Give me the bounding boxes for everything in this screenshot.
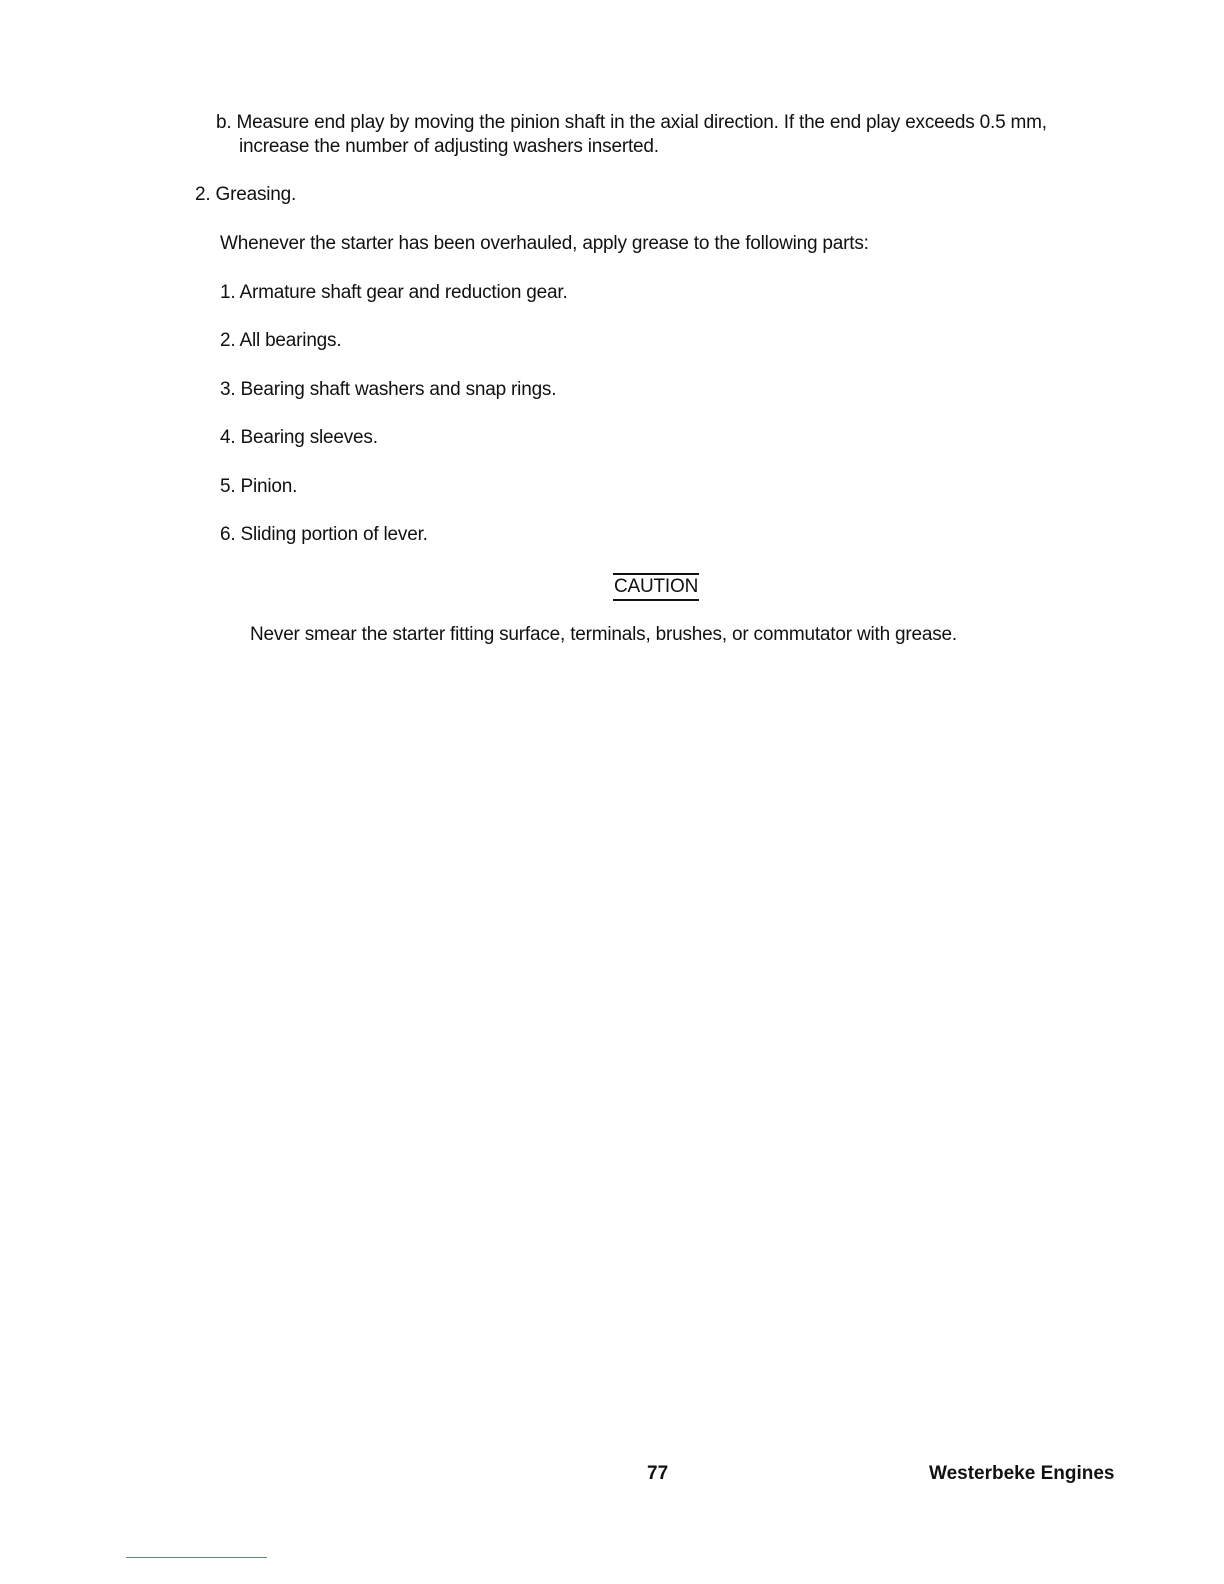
step-b-line-2: increase the number of adjusting washers inserted. xyxy=(239,136,659,157)
section-heading-greasing: 2. Greasing. xyxy=(195,184,297,205)
caution-text: Never smear the starter fitting surface, terminals, brushes, or commutator with grease. xyxy=(250,624,957,645)
grease-list-item-2: 2. All bearings. xyxy=(220,330,342,351)
grease-list-item-1: 1. Armature shaft gear and reduction gear. xyxy=(220,282,568,303)
grease-list-item-3: 3. Bearing shaft washers and snap rings. xyxy=(220,379,557,400)
step-b-line-1: b. Measure end play by moving the pinion shaft in the axial direction. If the end play exceeds 0.5 mm, xyxy=(216,112,1047,133)
footer-rule xyxy=(126,1557,267,1558)
greasing-intro: Whenever the starter has been overhauled, apply grease to the following parts: xyxy=(220,233,869,254)
grease-list-item-5: 5. Pinion. xyxy=(220,476,298,497)
page-number: 77 xyxy=(647,1463,669,1484)
grease-list-item-6: 6. Sliding portion of lever. xyxy=(220,524,428,545)
footer-brand: Westerbeke Engines xyxy=(929,1463,1115,1484)
grease-list-item-4: 4. Bearing sleeves. xyxy=(220,427,378,448)
caution-heading: CAUTION xyxy=(613,573,699,601)
